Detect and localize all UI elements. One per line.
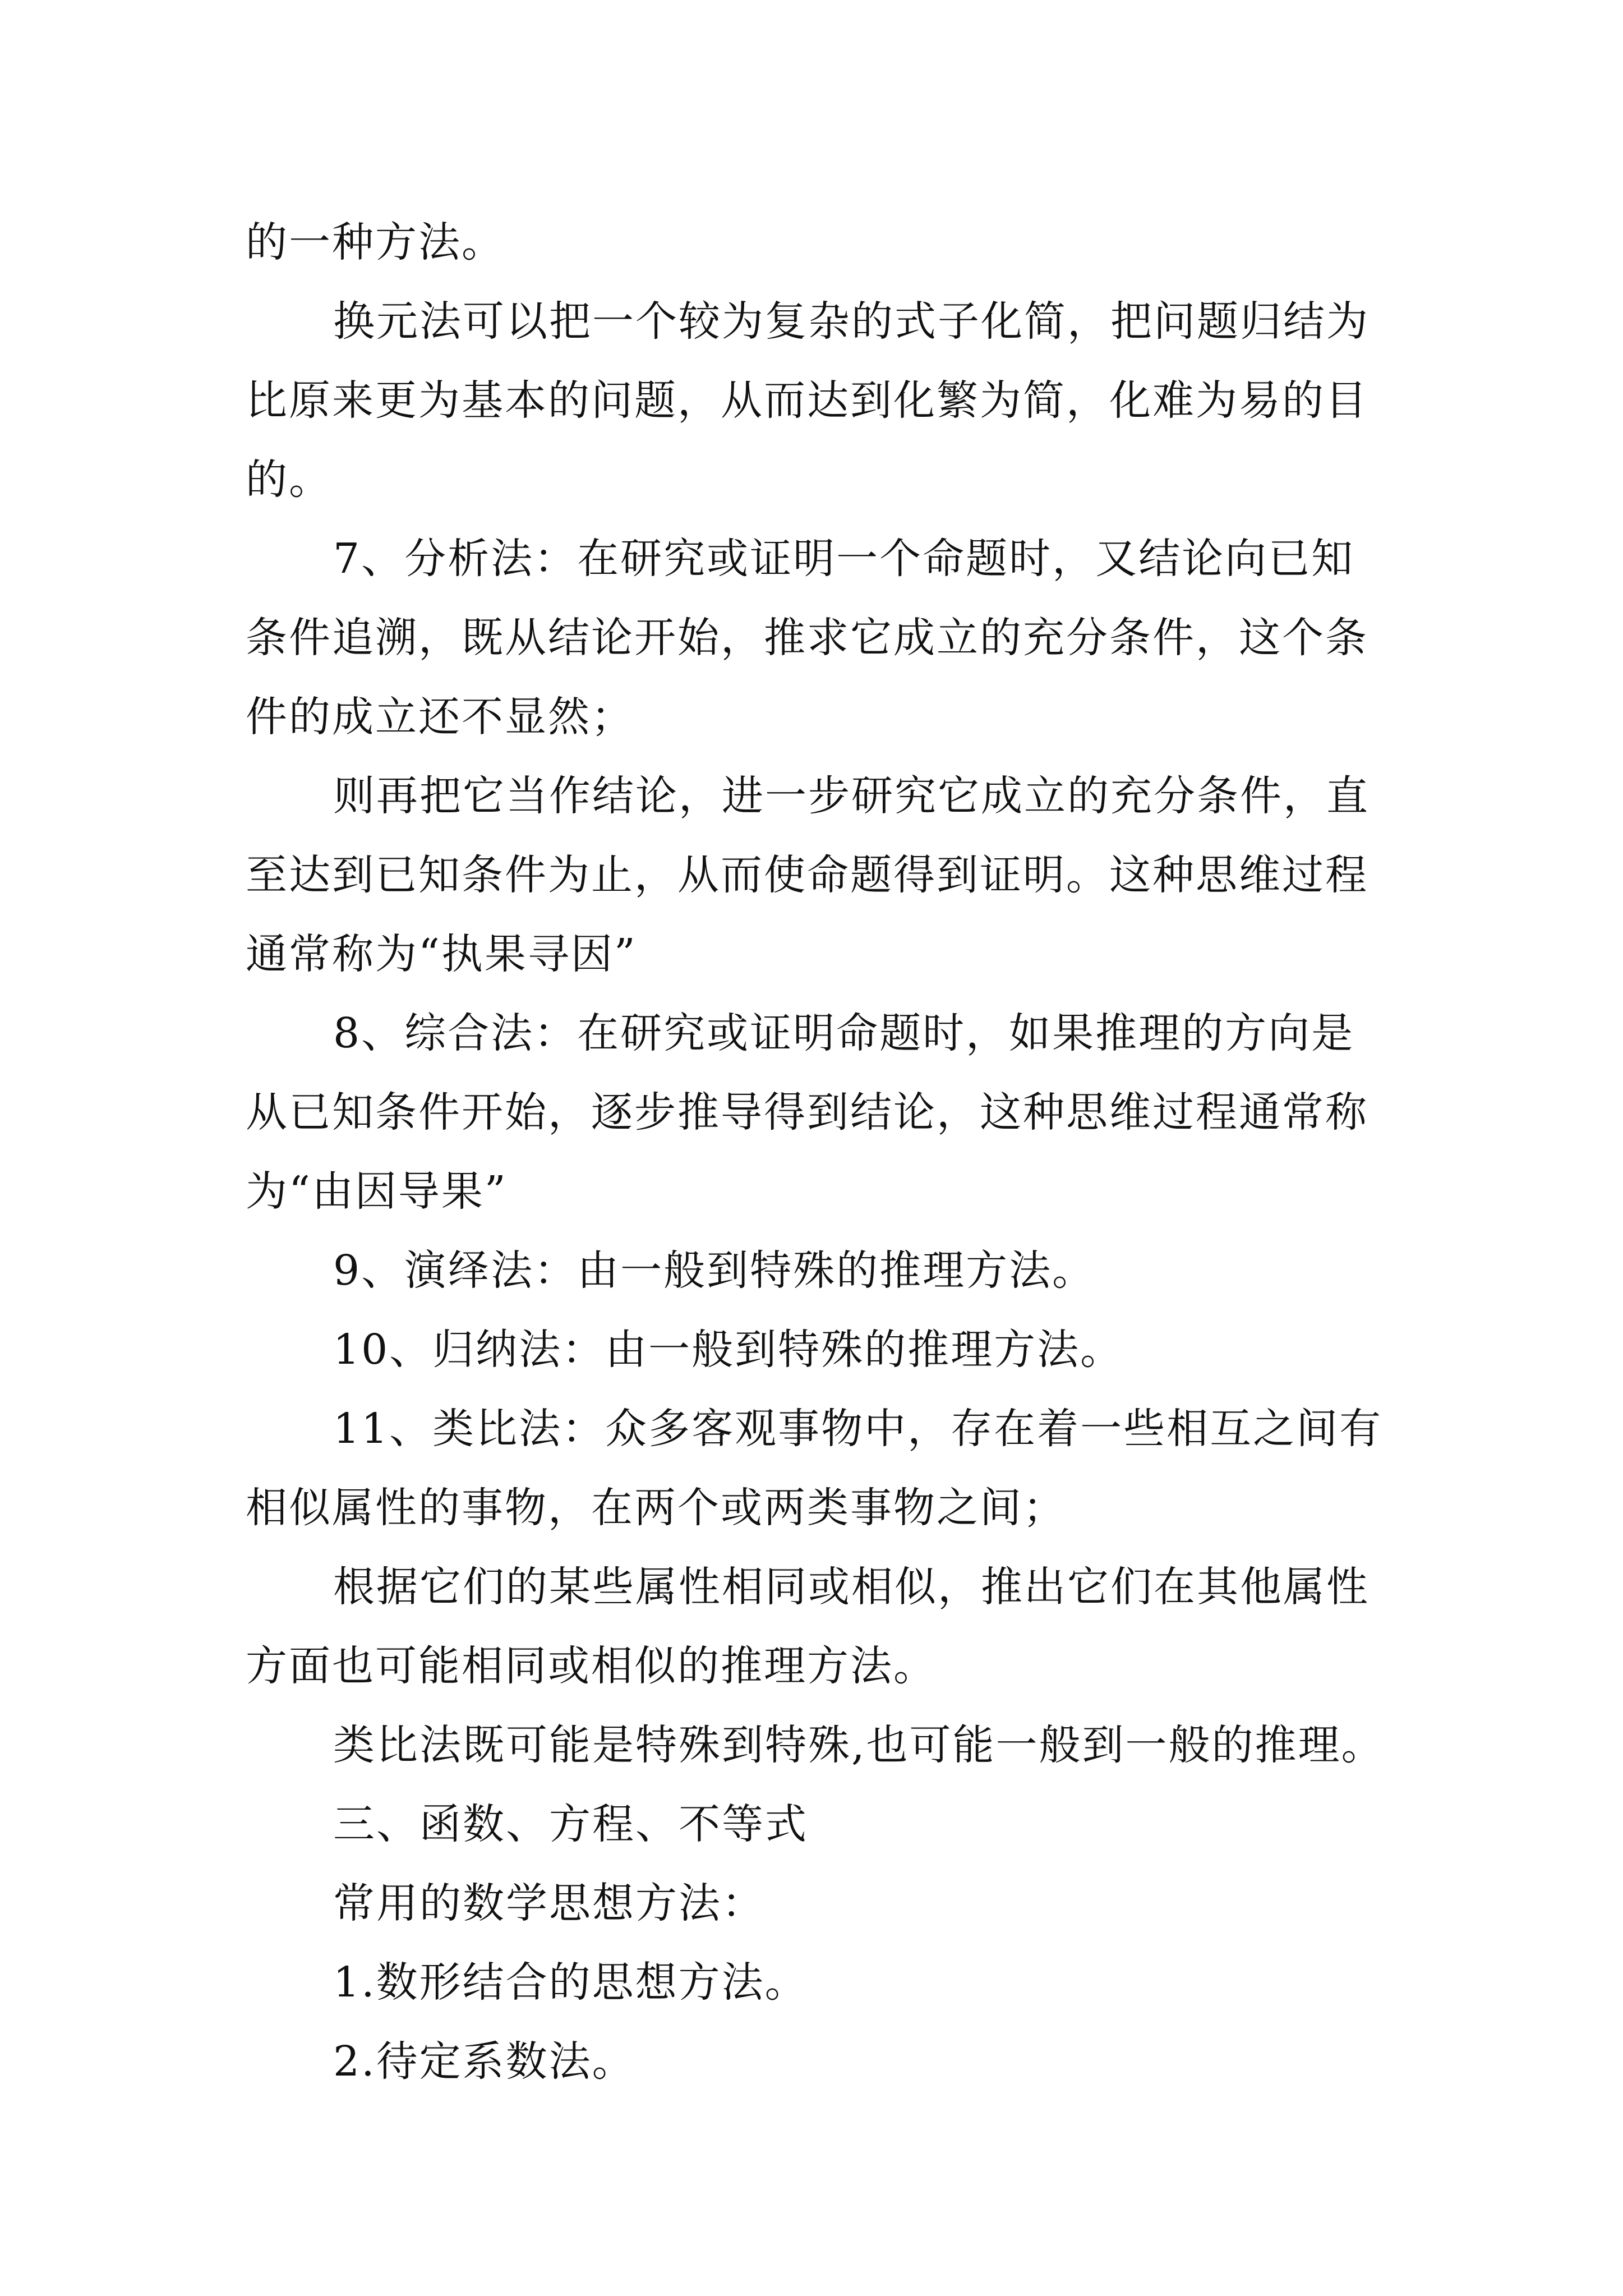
text-line: 换元法可以把一个较为复杂的式子化简，把问题归结为 (333, 297, 1370, 346)
text-line: 11、类比法：众多客观事物中，存在着一些相互之间有 (333, 1405, 1383, 1453)
section-heading: 三、函数、方程、不等式 (333, 1800, 808, 1848)
text-line: 8、综合法：在研究或证明命题时，如果推理的方向是 (333, 1009, 1355, 1057)
text-line: 的。 (246, 455, 332, 504)
text-line: 7、分析法：在研究或证明一个命题时，又结论向已知 (333, 535, 1355, 583)
text-line: 从已知条件开始，逐步推导得到结论，这种思维过程通常称 (246, 1088, 1368, 1137)
text-line: 相似属性的事物，在两个或两类事物之间； (246, 1484, 1066, 1532)
list-item: 1.数形结合的思想方法。 (333, 1958, 808, 2007)
text-line: 9、演绎法：由一般到特殊的推理方法。 (333, 1246, 1096, 1295)
text-line: 比原来更为基本的问题，从而达到化繁为简，化难为易的目 (246, 376, 1368, 425)
text-line: 方面也可能相同或相似的推理方法。 (246, 1642, 937, 1690)
document-body (246, 203, 1384, 2101)
text-line: 通常称为“执果寻因” (246, 930, 637, 978)
text-line: 件的成立还不显然； (246, 693, 634, 741)
text-line: 根据它们的某些属性相同或相似，推出它们在其他属性 (333, 1563, 1370, 1611)
text-line: 类比法既可能是特殊到特殊,也可能一般到一般的推理。 (333, 1721, 1385, 1769)
text-line: 至达到已知条件为止，从而使命题得到证明。这种思维过程 (246, 851, 1368, 899)
text-line: 10、归纳法：由一般到特殊的推理方法。 (333, 1326, 1124, 1374)
text-line: 为“由因导果” (246, 1167, 508, 1216)
text-line: 的一种方法。 (246, 218, 505, 266)
text-line: 常用的数学思想方法： (333, 1879, 765, 1927)
text-line: 条件追溯，既从结论开始，推求它成立的充分条件，这个条 (246, 614, 1368, 662)
list-item: 2.待定系数法。 (333, 2037, 635, 2086)
text-line: 则再把它当作结论，进一步研究它成立的充分条件，直 (333, 772, 1370, 820)
